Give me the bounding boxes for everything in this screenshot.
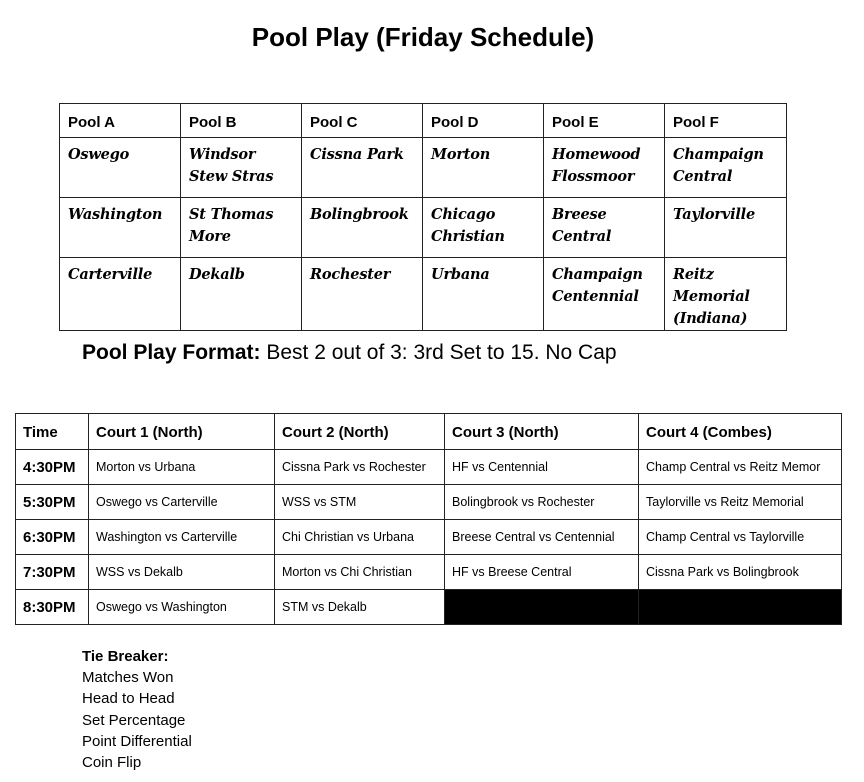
- team-name: Breese Central: [552, 206, 612, 245]
- pools-row: [60, 138, 787, 198]
- team-name: Windsor: [189, 146, 256, 163]
- team-name: Urbana: [431, 266, 490, 283]
- team-name: Stew Stras: [189, 168, 274, 185]
- pool-team-cell: [665, 258, 787, 331]
- match-cell: Cissna Park vs Rochester: [275, 450, 445, 485]
- match-cell: Bolingbrook vs Rochester: [445, 485, 639, 520]
- team-name: Morton: [431, 146, 491, 163]
- match-cell: Oswego vs Washington: [89, 590, 275, 625]
- match-cell: Taylorville vs Reitz Memorial: [639, 485, 842, 520]
- time-cell: 4:30PM: [16, 450, 89, 485]
- schedule-row: [16, 450, 842, 485]
- pool-team-cell: [60, 258, 181, 331]
- page-title: Pool Play (Friday Schedule): [251, 22, 595, 52]
- time-cell: 5:30PM: [16, 485, 89, 520]
- pool-team-cell: [423, 258, 544, 331]
- court-4-header: Court 4 (Combes): [639, 414, 842, 450]
- pool-team-cell: [665, 198, 787, 258]
- pool-team-cell: [60, 198, 181, 258]
- court-2-header: Court 2 (North): [275, 414, 445, 450]
- pool-team-cell: [665, 138, 787, 198]
- match-cell: Chi Christian vs Urbana: [275, 520, 445, 555]
- court-1-header: Court 1 (North): [89, 414, 275, 450]
- match-cell: WSS vs Dekalb: [89, 555, 275, 590]
- schedule-table: [15, 413, 842, 625]
- pool-team-cell: [181, 138, 302, 198]
- team-name: Christian: [431, 228, 505, 245]
- pool-team-cell: [60, 138, 181, 198]
- team-name: Champaign: [673, 146, 764, 163]
- team-name: Chicago: [431, 206, 496, 223]
- schedule-row: [16, 520, 842, 555]
- pool-d-header: Pool D: [423, 104, 544, 138]
- pool-f-header: Pool F: [665, 104, 787, 138]
- pool-team-cell: [544, 258, 665, 331]
- time-cell: 6:30PM: [16, 520, 89, 555]
- team-name: Flossmoor: [552, 168, 635, 185]
- team-name: Taylorville: [673, 206, 756, 223]
- team-name: Bolingbrook: [310, 206, 409, 223]
- team-name: More: [189, 228, 231, 245]
- blacked-out-cell: [445, 590, 639, 625]
- match-cell: Washington vs Carterville: [89, 520, 275, 555]
- pool-team-cell: [181, 258, 302, 331]
- pool-team-cell: [544, 138, 665, 198]
- pool-team-cell: [302, 258, 423, 331]
- match-cell: Oswego vs Carterville: [89, 485, 275, 520]
- match-cell: STM vs Dekalb: [275, 590, 445, 625]
- format-label: Pool Play Format:: [82, 341, 261, 364]
- pool-c-header: Pool C: [302, 104, 423, 138]
- pools-table: [59, 103, 787, 331]
- pool-team-cell: [302, 138, 423, 198]
- blacked-out-cell: [639, 590, 842, 625]
- pools-row: [60, 198, 787, 258]
- tie-breaker-section: [82, 646, 192, 773]
- tie-breaker-title: Tie Breaker:: [82, 648, 169, 665]
- pool-team-cell: [544, 198, 665, 258]
- court-3-header: Court 3 (North): [445, 414, 639, 450]
- team-name: Central: [673, 168, 733, 185]
- time-cell: 7:30PM: [16, 555, 89, 590]
- match-cell: Morton vs Chi Christian: [275, 555, 445, 590]
- schedule-row: [16, 485, 842, 520]
- team-name: (Indiana): [673, 310, 748, 327]
- team-name: Carterville: [68, 266, 153, 283]
- team-name: Champaign: [552, 266, 643, 283]
- pool-e-header: Pool E: [544, 104, 665, 138]
- match-cell: Cissna Park vs Bolingbrook: [639, 555, 842, 590]
- team-name: Oswego: [68, 146, 130, 163]
- pool-team-cell: [423, 138, 544, 198]
- pool-a-header: Pool A: [60, 104, 181, 138]
- match-cell: Breese Central vs Centennial: [445, 520, 639, 555]
- team-name: Centennial: [552, 288, 639, 305]
- tie-breaker-item: Set Percentage: [82, 711, 186, 729]
- time-header: Time: [16, 414, 89, 450]
- tie-breaker-item: Coin Flip: [82, 754, 142, 772]
- pool-b-header: Pool B: [181, 104, 302, 138]
- match-cell: HF vs Breese Central: [445, 555, 639, 590]
- match-cell: Morton vs Urbana: [89, 450, 275, 485]
- pool-team-cell: [181, 198, 302, 258]
- time-cell: 8:30PM: [16, 590, 89, 625]
- match-cell: HF vs Centennial: [445, 450, 639, 485]
- tie-breaker-item: Point Differential: [82, 732, 192, 750]
- pool-team-cell: [423, 198, 544, 258]
- match-cell: Champ Central vs Reitz Memor: [639, 450, 842, 485]
- team-name: St Thomas: [189, 206, 274, 223]
- match-cell: WSS vs STM: [275, 485, 445, 520]
- team-name: Cissna Park: [310, 146, 404, 163]
- format-text: Best 2 out of 3: 3rd Set to 15. No Cap: [260, 341, 617, 364]
- schedule-row: [16, 555, 842, 590]
- team-name: Washington: [68, 206, 163, 223]
- pools-header-row: [60, 104, 787, 138]
- pools-row: [60, 258, 787, 331]
- schedule-row: [16, 590, 842, 625]
- pool-play-format: [82, 341, 617, 365]
- schedule-header-row: [16, 414, 842, 450]
- tie-breaker-item: Head to Head: [82, 690, 175, 708]
- tie-breaker-item: Matches Won: [82, 669, 174, 687]
- team-name: Rochester: [310, 266, 391, 283]
- match-cell: Champ Central vs Taylorville: [639, 520, 842, 555]
- pool-team-cell: [302, 198, 423, 258]
- team-name: Dekalb: [189, 266, 245, 283]
- team-name: Homewood: [552, 146, 641, 163]
- team-name: Reitz Memorial: [673, 266, 750, 305]
